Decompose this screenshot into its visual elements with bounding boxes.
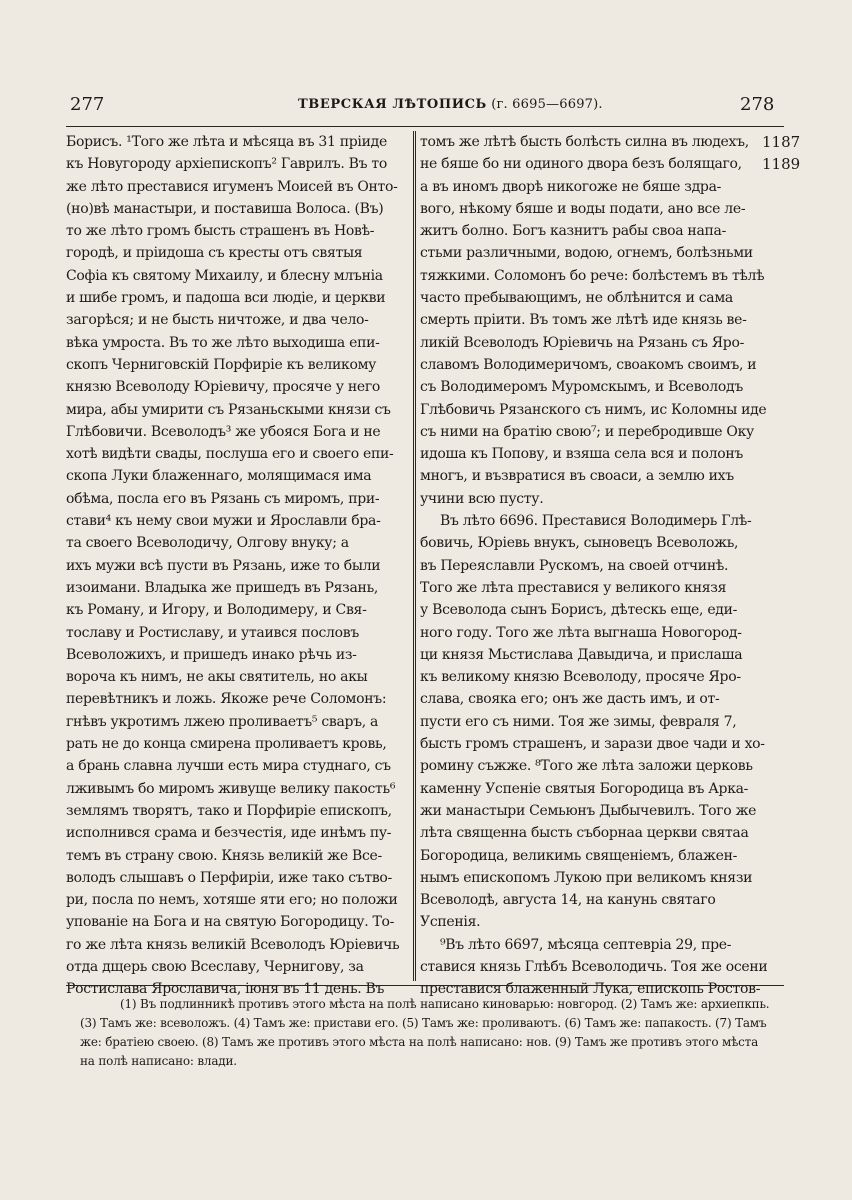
left-text-column xyxy=(66,131,410,1001)
text-line: скопъ Черниговскій Порфиріе къ великому xyxy=(66,356,377,373)
footnote-rule xyxy=(66,985,784,986)
text-line: смерть пріити. Въ томъ же лѣтѣ иде князь ве- xyxy=(420,312,747,329)
text-line: Всеволожихъ, и пришедъ инако рѣчь из- xyxy=(66,646,357,663)
text-line: а брань славна лучши есть мира студнаго, съ xyxy=(66,758,391,775)
text-line: ного году. Того же лѣта выгнаша Новогород- xyxy=(420,624,742,641)
text-line: Софіа къ святому Михаилу, и блесну млъніа xyxy=(66,267,383,284)
text-line: скопа Луки блаженнаго, молящимася има xyxy=(66,468,372,485)
text-line: къ Новугороду архіепископъ² Гаврилъ. Въ то xyxy=(66,156,387,173)
text-line: тяжкими. Соломонъ бо рече: болѣстемъ въ тѣлѣ xyxy=(420,267,765,284)
text-line: идоша къ Попову, и взяша села вся и полонъ xyxy=(420,446,743,463)
text-line: го же лѣта князь великій Всеволодъ Юріевичь xyxy=(66,936,400,953)
footnote-line: на полѣ написано: влади. xyxy=(80,1054,237,1068)
text-line: бовичь, Юріевь внукъ, сыновецъ Всеволожь, xyxy=(420,535,739,552)
text-line: ставися князь Глѣбъ Всеволодичь. Тоя же осени xyxy=(420,958,768,975)
text-line: Всеволодѣ, августа 14, на канунь святаго xyxy=(420,892,716,909)
text-line: изоимани. Владыка же пришедъ въ Рязань, xyxy=(66,579,379,596)
text-line: Борисъ. ¹Того же лѣта и мѣсяца въ 31 пріиде xyxy=(66,134,387,150)
text-line: съ ними на братію свою⁷; и перебродивше Оку xyxy=(420,423,754,440)
text-line: тославу и Ростиславу, и утаився пословъ xyxy=(66,624,359,641)
text-line: ⁹Въ лѣто 6697, мѣсяца септевріа 29, пре- xyxy=(440,936,732,953)
text-line: къ Роману, и Игору, и Володимеру, и Свя- xyxy=(66,602,367,619)
text-line: не бяше бо ни одиного двора безъ болящаго, xyxy=(420,156,742,173)
text-line: то же лѣто громъ бысть страшенъ въ Новѣ- xyxy=(66,223,375,240)
text-line: жи манастыри Семьюнъ Дыбычевилъ. Того же xyxy=(420,802,757,819)
text-line: преставися блаженный Лука, епископь Ростов- xyxy=(420,981,761,998)
text-line: мира, абы умирити съ Рязаньскыми князи съ xyxy=(66,401,391,418)
footnotes xyxy=(80,995,790,1071)
text-line: загорѣся; и не бысть ничтоже, и два чело- xyxy=(66,312,369,329)
header-rule xyxy=(66,126,784,127)
text-line: городѣ, и пріидоша съ кресты отъ святыя xyxy=(66,245,363,262)
text-line: лживымъ бо миромъ живуще велику пакость⁶ xyxy=(66,780,396,797)
text-line: нымъ епископомъ Лукою при великомъ князи xyxy=(420,869,753,886)
text-line: Глѣбовичи. Всеволодъ³ же убояся Бога и не xyxy=(66,423,381,440)
text-line: въ Переяславли Рускомъ, на своей отчинѣ. xyxy=(420,557,729,574)
text-line: а въ иномъ дворѣ никогоже не бяше здра- xyxy=(420,178,722,195)
text-line: каменну Успеніе святыя Богородица въ Арка- xyxy=(420,780,749,797)
running-header xyxy=(0,94,852,118)
text-line: ликій Всеволодъ Юріевичь на Рязань съ Яро- xyxy=(420,334,745,351)
text-line: Богородица, великимь священіемъ, блажен- xyxy=(420,847,738,864)
text-line: (но)вѣ манастыри, и поставиша Волоса. (Въ) xyxy=(66,200,384,217)
footnote-line: (3) Тамъ же: всеволожъ. (4) Тамъ же: пристави его. (5) Тамъ же: проливаютъ. (6) Тамъ же: папакость. (7) Тамъ xyxy=(80,1016,767,1030)
text-line: многъ, и възвратися въ своаси, а землю ихъ xyxy=(420,468,734,485)
page-number-left: 277 xyxy=(70,94,105,115)
page-number-right: 278 xyxy=(740,94,775,115)
text-line: Успенія. xyxy=(420,914,481,931)
text-line: отда дщерь свою Всеславу, Чернигову, за xyxy=(66,958,364,975)
text-line: вого, нѣкому бяше и воды подати, ано все ле- xyxy=(420,200,746,217)
text-line: рать не до конца смирена проливаетъ кровь, xyxy=(66,736,387,753)
text-line: славомъ Володимеричомъ, своакомъ своимъ, и xyxy=(420,356,757,373)
text-line: и шибе громъ, и падоша вси людіе, и церкви xyxy=(66,290,386,307)
text-line: ри, посла по немъ, хотяше яти его; но положи xyxy=(66,892,398,909)
text-line: темъ въ страну свою. Князь великій же Все- xyxy=(66,847,382,864)
margin-year: 1187 xyxy=(762,133,801,151)
text-line: учини всю пусту. xyxy=(420,490,544,507)
text-line: Въ лѣто 6696. Преставися Володимерь Глѣ- xyxy=(440,513,752,530)
right-text-column xyxy=(420,131,768,1001)
text-line: слава, свояка его; онъ же дасть имъ, и от- xyxy=(420,691,720,708)
text-line: Глѣбовичь Рязанского съ нимъ, ис Коломны иде xyxy=(420,401,767,418)
text-line: володъ слышавъ о Перфиріи, иже тако сътво- xyxy=(66,869,392,886)
running-title xyxy=(298,97,603,112)
text-line: упованіе на Бога и на святую Богородицу. То- xyxy=(66,914,395,931)
footnote-line: же: братіею своею. (8) Тамъ же противъ этого мѣста на полѣ написано: нов. (9) Тамъ же противъ этого мѣста xyxy=(80,1035,759,1049)
text-line: гнѣвъ укротимъ лжею проливаетъ⁵ сваръ, а xyxy=(66,713,379,730)
text-line: къ великому князю Всеволоду, просяче Яро- xyxy=(420,669,741,686)
footnote-line: (1) Въ подлинникѣ противъ этого мѣста на полѣ написано киноварью: новгород. (2) Тамъ же: архиепкпь. xyxy=(120,997,770,1011)
text-line: князю Всеволоду Юріевичу, просяче у него xyxy=(66,379,381,396)
text-line: вѣка умроста. Въ то же лѣто выходиша епи- xyxy=(66,334,380,351)
text-line: Ростислава Ярославича, іюня въ 11 день. Въ xyxy=(66,981,385,998)
margin-year: 1189 xyxy=(762,155,801,174)
column-divider xyxy=(413,131,416,981)
chronicle-title: ТВЕРСКАЯ ЛѢТОПИСЬ xyxy=(298,97,487,112)
text-line: житъ болно. Богъ казнитъ рабы своа напа- xyxy=(420,223,726,240)
text-line: обѣма, посла его въ Рязань съ миромъ, при- xyxy=(66,490,380,507)
text-line: же лѣто преставися игуменъ Моисей въ Онто- xyxy=(66,178,398,195)
text-line: бысть громъ страшенъ, и зарази двое чади и хо- xyxy=(420,736,765,753)
text-line: та своего Всеволодичу, Олгову внуку; а xyxy=(66,535,349,552)
year-range: (г. 6695—6697). xyxy=(491,97,603,112)
text-line: томъ же лѣтѣ бысть болѣсть силна въ людехъ, xyxy=(420,134,749,150)
margin-years xyxy=(762,131,802,176)
text-line: стави⁴ къ нему свои мужи и Ярославли бра- xyxy=(66,513,381,530)
text-line: часто пребывающимъ, не облѣнится и сама xyxy=(420,290,733,307)
text-line: хотѣ видѣти свады, послуша его и своего епи- xyxy=(66,446,394,463)
text-line: ихъ мужи всѣ пусти въ Рязань, иже то были xyxy=(66,557,381,574)
text-line: лѣта священна бысть съборнаа церкви святаа xyxy=(420,825,749,842)
text-line: Того же лѣта преставися у великого князя xyxy=(420,579,727,596)
text-line: исполнився срама и безчестія, иде инѣмъ пу- xyxy=(66,825,392,842)
text-line: вороча къ нимъ, не акы святитель, но акы xyxy=(66,669,368,686)
text-line: землямъ творятъ, тако и Порфиріе епископъ, xyxy=(66,802,392,819)
text-line: пусти его съ ними. Тоя же зимы, февраля 7, xyxy=(420,713,737,730)
text-line: стьми различными, водою, огнемъ, болѣзньми xyxy=(420,245,753,262)
text-line: съ Володимеромъ Муромскымъ, и Всеволодъ xyxy=(420,379,743,396)
text-line: перевѣтникъ и ложь. Якоже рече Соломонъ: xyxy=(66,691,387,708)
text-line: у Всеволода сынъ Борисъ, дѣтескь еще, еди- xyxy=(420,602,738,619)
text-line: ци князя Мьстислава Давыдича, и прислаша xyxy=(420,646,743,663)
text-line: ромину съжже. ⁸Того же лѣта заложи церковь xyxy=(420,758,753,775)
